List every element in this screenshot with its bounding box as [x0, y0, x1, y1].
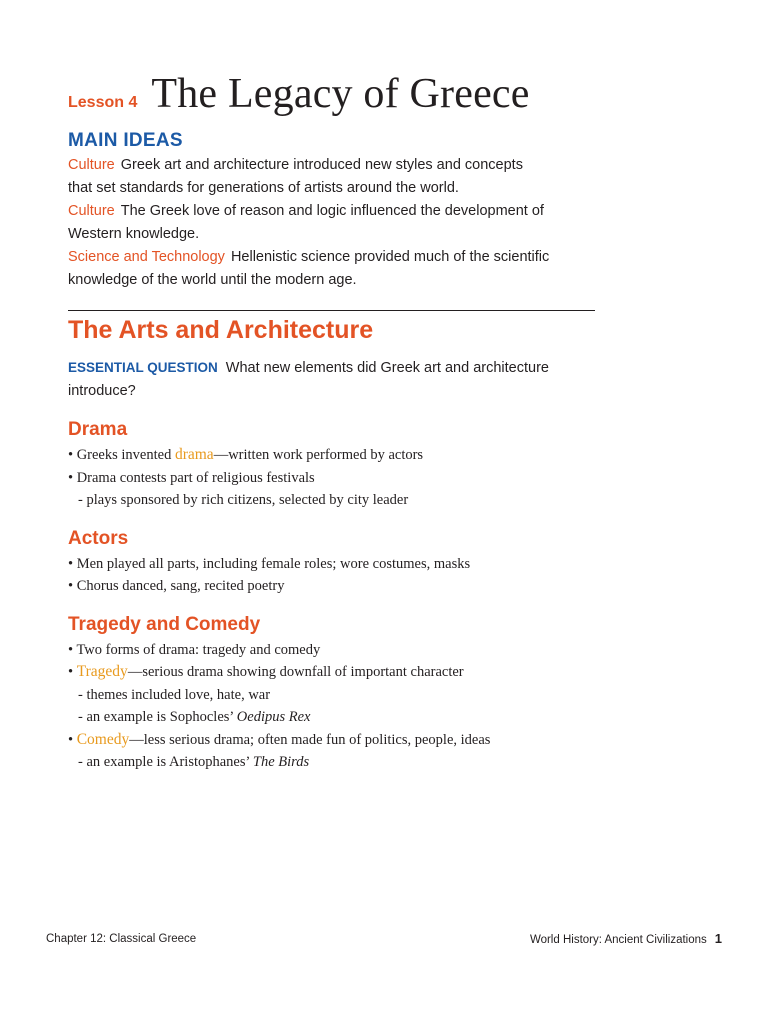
page-title: The Legacy of Greece [151, 71, 530, 117]
key-term: Tragedy [76, 663, 128, 680]
bullet-text: —less serious drama; often made fun of politics, people, ideas [129, 731, 491, 748]
bullet-text: • [68, 664, 77, 680]
list-item [68, 706, 608, 729]
section-divider [68, 310, 595, 311]
bullet-text: • [68, 731, 77, 748]
main-ideas [68, 130, 608, 292]
essential-question-text: What new elements did Greek art and architecture [225, 360, 549, 376]
actors-block [68, 528, 608, 598]
main-idea-category: Science and Technology [68, 249, 225, 265]
main-idea-text: knowledge of the world until the modern age. [68, 272, 357, 288]
key-term: Comedy [76, 730, 130, 748]
essential-question [68, 356, 608, 403]
footer-book [530, 931, 722, 946]
footer-book-title: World History: Ancient Civilizations [529, 934, 707, 946]
main-idea-category: Culture [68, 203, 115, 219]
actors-heading: Actors [68, 527, 129, 549]
lesson-label: Lesson 4 [68, 94, 138, 111]
main-idea-category: Culture [68, 157, 115, 173]
tragedy-comedy-block [68, 614, 608, 774]
bullet-text: —written work performed by actors [213, 447, 424, 463]
drama-bullets [68, 444, 608, 512]
main-idea-2 [68, 200, 608, 246]
bullet-text: - an example is Sophocles’ [78, 709, 237, 725]
list-item [68, 729, 608, 752]
work-title: Oedipus Rex [236, 709, 311, 725]
main-idea-text: Western knowledge. [68, 226, 200, 242]
tragedy-comedy-bullets [68, 639, 608, 774]
list-item: - plays sponsored by rich citizens, selected by city leader [78, 492, 409, 508]
bullet-text: - an example is Aristophanes’ [78, 754, 253, 770]
tragedy-comedy-heading: Tragedy and Comedy [68, 613, 261, 635]
list-item: - themes included love, hate, war [78, 686, 271, 703]
main-ideas-heading: MAIN IDEAS [68, 130, 183, 151]
drama-block [68, 419, 608, 512]
list-item [68, 751, 608, 774]
section-arts-architecture [68, 316, 608, 774]
list-item [68, 444, 608, 467]
page-number: 1 [714, 931, 722, 946]
main-idea-text: Hellenistic science provided much of the scientific [230, 249, 550, 265]
essential-question-text: introduce? [68, 383, 136, 399]
bullet-text: • Greeks invented [68, 447, 175, 463]
section-title: The Arts and Architecture [68, 316, 374, 344]
list-item: • Two forms of drama: tragedy and comedy [68, 641, 321, 658]
drama-heading: Drama [68, 419, 128, 440]
main-idea-text: that set standards for generations of artists around the world. [68, 180, 459, 196]
list-item [68, 661, 608, 684]
actors-bullets [68, 553, 608, 598]
main-idea-text: The Greek love of reason and logic influenced the development of [120, 203, 544, 219]
main-idea-text: Greek art and architecture introduced new styles and concepts [120, 157, 523, 173]
main-idea-3 [68, 246, 608, 292]
lesson-header [68, 70, 530, 118]
list-item: • Men played all parts, including female roles; wore costumes, masks [68, 555, 471, 572]
list-item: • Drama contests part of religious festivals [68, 469, 315, 486]
main-idea-1 [68, 154, 608, 200]
footer-chapter: Chapter 12: Classical Greece [46, 933, 197, 945]
work-title: The Birds [252, 754, 310, 770]
essential-question-label: ESSENTIAL QUESTION [68, 360, 218, 375]
key-term: drama [174, 446, 214, 463]
list-item: • Chorus danced, sang, recited poetry [68, 578, 285, 594]
bullet-text: —serious drama showing downfall of important character [127, 664, 464, 680]
